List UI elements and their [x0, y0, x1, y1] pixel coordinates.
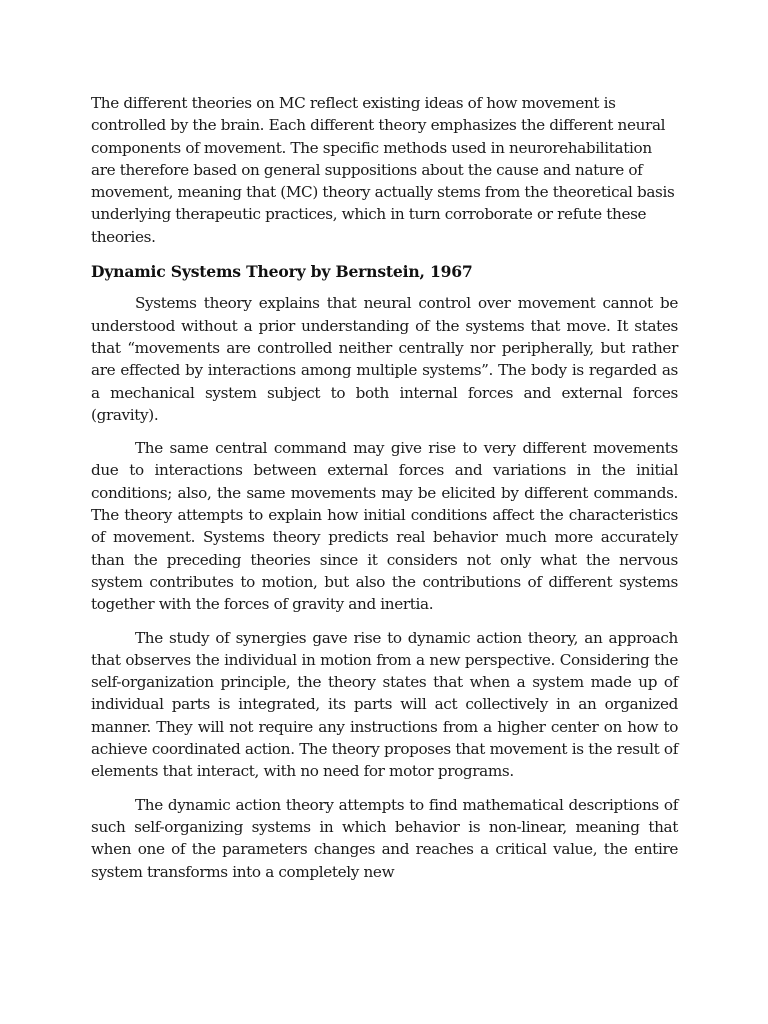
- body-paragraph-2: The same central command may give rise to very different movements due to interactions between external forces and variations in the initial conditions; also, the same movements may be elicited by different commands. The theory attempts to explain how initial conditions affect the characteristics of movement. Systems theory predicts real behavior much more accurately than the preceding theories since it considers not only what the nervous system contributes to motion, but also the contributions of different systems together with the forces of gravity and inertia.: [91, 439, 678, 614]
- body-paragraph-1: Systems theory explains that neural control over movement cannot be understood without a prior understanding of the systems that move. It states that “movements are controlled neither centrally nor peripherally, but rather are effected by interactions among multiple systems”. The body is regarded as a mechanical system subject to both internal forces and external forces (gravity).: [91, 294, 678, 424]
- body-paragraph-3: The study of synergies gave rise to dynamic action theory, an approach that observes the individual in motion from a new perspective. Considering the self-organization principle, the theory states that when a system made up of individual parts is integrated, its parts will act collectively in an organized manner. They will not require any instructions from a higher center on how to achieve coordinated action. The theory proposes that movement is the result of elements that interact, with no need for motor programs.: [91, 628, 678, 781]
- body-paragraph-4: The dynamic action theory attempts to find mathematical descriptions of such self-organizing systems in which behavior is non-linear, meaning that when one of the parameters changes and reaches a critical value, the entire system transforms into a completely new: [91, 795, 678, 881]
- section-heading: Dynamic Systems Theory by Bernstein, 1967: [91, 262, 473, 282]
- intro-paragraph: The different theories on MC reflect existing ideas of how movement is controlled by the brain. Each different theory emphasizes the different neural components of movement. The specific methods used in neurorehabilitation are therefore based on general suppositions about the cause and nature of movement, meaning that (MC) theory actually stems from the theoretical basis underlying therapeutic practices, which in turn corroborate or refute these theories.: [91, 94, 675, 246]
- document-page: [91, 92, 678, 894]
